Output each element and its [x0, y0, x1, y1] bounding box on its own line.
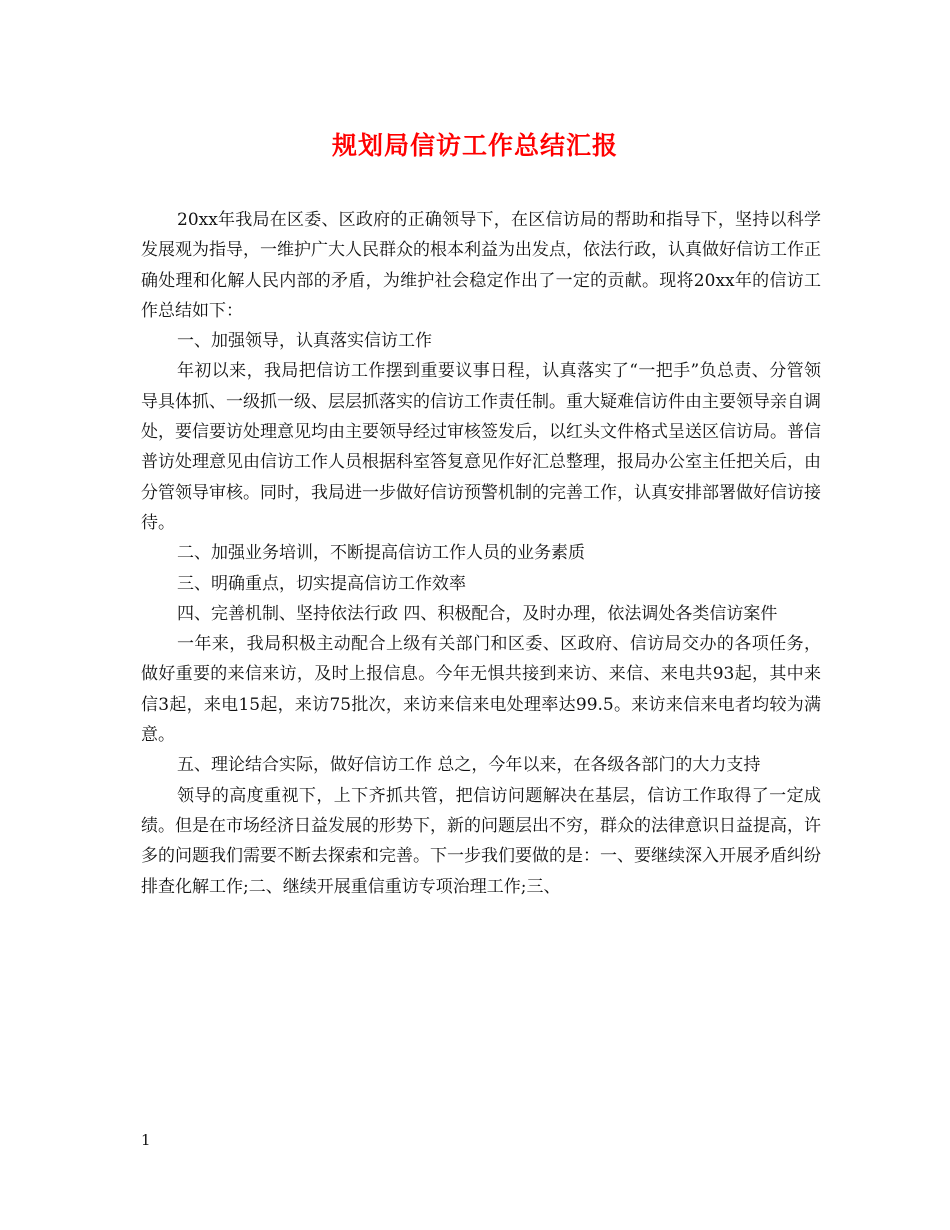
document-title: 规划局信访工作总结汇报 [331, 131, 618, 160]
document-body [141, 205, 821, 902]
section-heading-2: 二、加强业务培训，不断提高信访工作人员的业务素质 [177, 543, 585, 564]
page-number: 1 [141, 1131, 151, 1149]
section-heading-1: 一、加强领导，认真落实信访工作 [177, 331, 432, 352]
section-heading-3: 三、明确重点，切实提高信访工作效率 [177, 573, 466, 594]
paragraph-intro: 20xx年我局在区委、区政府的正确领导下，在区信访局的帮助和指导下，坚持以科学发展观为指导，一维护广大人民群众的根本利益为出发点，依法行政，认真做好信访工作正确处理和化解人民内部的矛盾，为维护社会稳定作出了一定的贡献。现将20xx年的信访工作总结如下： [141, 210, 821, 321]
section-heading-4: 四、完善机制、坚持依法行政 四、积极配合，及时办理，依法调处各类信访案件 [177, 603, 778, 624]
paragraph-section-4: 一年来，我局积极主动配合上级有关部门和区委、区政府、信访局交办的各项任务，做好重要的来信来访，及时上报信息。今年无惧共接到来访、来信、来电共93起，其中来信3起，来电15起，来访75批次，来访来信来电处理率达99.5。来访来信来电者均较为满意。 [141, 634, 821, 746]
section-heading-5: 五、理论结合实际，做好信访工作 总之，今年以来，在各级各部门的大力支持 [177, 755, 761, 776]
paragraph-conclusion: 领导的高度重视下，上下齐抓共管，把信访问题解决在基层，信访工作取得了一定成绩。但是在市场经济日益发展的形势下，新的问题层出不穷，群众的法律意识日益提高，许多的问题我们需要不断去探索和完善。下一步我们要做的是：一、要继续深入开展矛盾纠纷排查化解工作;二、继续开展重信重访专项治理工作;三、 [141, 785, 821, 897]
paragraph-section-1: 年初以来，我局把信访工作摆到重要议事日程，认真落实了“一把手”负总责、分管领导具体抓、一级抓一级、层层抓落实的信访工作责任制。重大疑难信访件由主要领导亲自调处，要信要访处理意见均由主要领导经过审核签发后，以红头文件格式呈送区信访局。普信普访处理意见由信访工作人员根据科室答复意见作好汇总整理，报局办公室主任把关后，由分管领导审核。同时，我局进一步做好信访预警机制的完善工作，认真安排部署做好信访接待。 [141, 361, 821, 533]
